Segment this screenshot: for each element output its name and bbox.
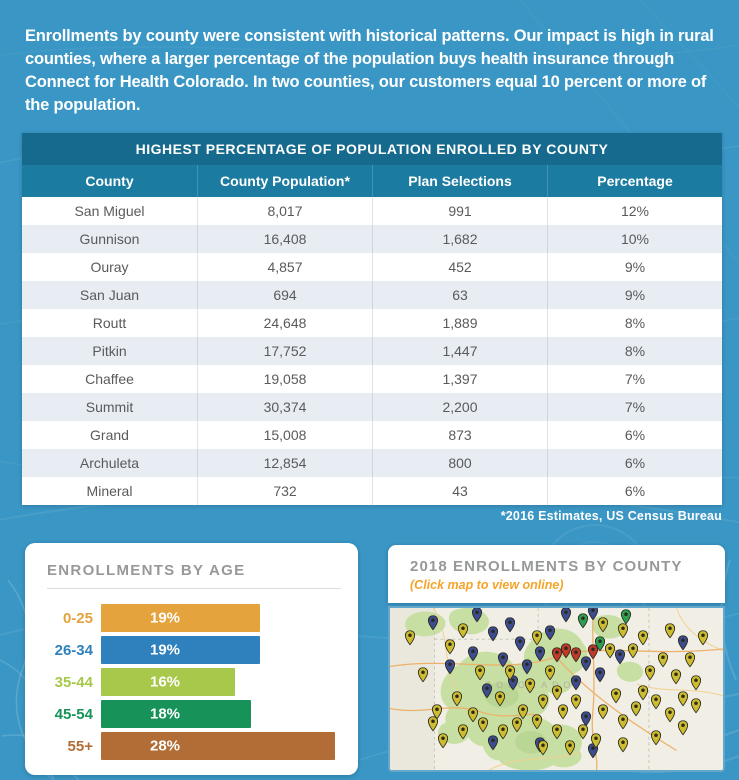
bar-row bbox=[45, 636, 358, 664]
bar-value-label: 19% bbox=[149, 641, 181, 659]
map-pin[interactable] bbox=[591, 734, 602, 749]
table-cell: 15,008 bbox=[197, 421, 372, 449]
map-pin[interactable] bbox=[631, 701, 642, 716]
table-cell: 1,889 bbox=[372, 309, 547, 337]
bar-row bbox=[45, 604, 358, 632]
map-pin[interactable] bbox=[684, 653, 695, 668]
table-cell: 63 bbox=[372, 281, 547, 309]
map-pin[interactable] bbox=[571, 675, 582, 690]
table-title: HIGHEST PERCENTAGE OF POPULATION ENROLLED BY COUNTY bbox=[22, 133, 722, 165]
map-pin[interactable] bbox=[544, 625, 555, 640]
map-pin[interactable] bbox=[651, 730, 662, 745]
map-pin[interactable] bbox=[511, 717, 522, 732]
table-cell: 19,058 bbox=[197, 365, 372, 393]
map-pin[interactable] bbox=[551, 685, 562, 700]
table-cell: 1,447 bbox=[372, 337, 547, 365]
map-pin[interactable] bbox=[678, 635, 689, 650]
map-pin[interactable] bbox=[644, 665, 655, 680]
bar-category-label: 45-54 bbox=[54, 705, 93, 723]
table-cell: 1,682 bbox=[372, 225, 547, 253]
table-cell: 43 bbox=[372, 477, 547, 505]
map-pin[interactable] bbox=[611, 688, 622, 703]
map-pin[interactable] bbox=[458, 724, 469, 739]
bar bbox=[101, 668, 235, 696]
table-cell: 4,857 bbox=[197, 253, 372, 281]
map-pin[interactable] bbox=[538, 740, 549, 755]
county-map-subtitle: (Click map to view online) bbox=[410, 578, 564, 592]
map-pin[interactable] bbox=[638, 685, 649, 700]
table-cell: San Juan bbox=[79, 287, 140, 303]
column-header-population: County Population* bbox=[197, 165, 372, 197]
bar bbox=[101, 604, 260, 632]
table-row bbox=[22, 197, 722, 225]
map-pin[interactable] bbox=[664, 708, 675, 723]
table-cell: Mineral bbox=[86, 483, 133, 499]
map-pin[interactable] bbox=[551, 724, 562, 739]
map-pin[interactable] bbox=[628, 643, 639, 658]
table-cell: 10% bbox=[547, 225, 722, 253]
map-pin[interactable] bbox=[558, 704, 569, 719]
table-cell: 9% bbox=[547, 253, 722, 281]
map-pin[interactable] bbox=[658, 653, 669, 668]
map-pin[interactable] bbox=[544, 665, 555, 680]
county-table bbox=[22, 133, 722, 505]
map-pin[interactable] bbox=[458, 623, 469, 638]
column-header-plan-selections: Plan Selections bbox=[372, 165, 547, 197]
table-cell: 24,648 bbox=[197, 309, 372, 337]
map-pin[interactable] bbox=[598, 617, 609, 632]
table-body bbox=[22, 197, 722, 505]
bar-category-label: 26-34 bbox=[54, 641, 93, 659]
table-cell: Grand bbox=[90, 427, 129, 443]
map-pin[interactable] bbox=[571, 695, 582, 710]
table-cell: Gunnison bbox=[79, 231, 140, 247]
county-map-header bbox=[388, 545, 725, 603]
bar-category-label: 0-25 bbox=[62, 609, 93, 627]
map-pin[interactable] bbox=[444, 659, 455, 674]
map-pin[interactable] bbox=[498, 724, 509, 739]
age-bar-chart bbox=[25, 604, 358, 760]
bar-category-label: 55+ bbox=[67, 737, 93, 755]
column-header-percentage: Percentage bbox=[547, 165, 722, 197]
map-pin[interactable] bbox=[618, 737, 629, 752]
county-map-title: 2018 ENROLLMENTS BY COUNTY bbox=[410, 558, 683, 575]
table-cell: 16,408 bbox=[197, 225, 372, 253]
table-cell: 873 bbox=[372, 421, 547, 449]
map-pin[interactable] bbox=[578, 724, 589, 739]
map-pin[interactable] bbox=[488, 627, 499, 642]
table-row bbox=[22, 253, 722, 281]
map-pin[interactable] bbox=[404, 630, 415, 645]
table-row bbox=[22, 337, 722, 365]
map-pin[interactable] bbox=[618, 714, 629, 729]
table-cell: Chaffee bbox=[85, 371, 134, 387]
map-pin[interactable] bbox=[428, 716, 439, 731]
table-cell: 12,854 bbox=[197, 449, 372, 477]
map-pin[interactable] bbox=[531, 714, 542, 729]
table-cell: 7% bbox=[547, 365, 722, 393]
map-pin[interactable] bbox=[698, 630, 709, 645]
table-cell: 1,397 bbox=[372, 365, 547, 393]
table-cell: Ouray bbox=[90, 259, 129, 275]
map-pin[interactable] bbox=[618, 623, 629, 638]
map-pin[interactable] bbox=[638, 630, 649, 645]
map-pin[interactable] bbox=[664, 623, 675, 638]
bar-value-label: 16% bbox=[149, 673, 181, 691]
map-pin[interactable] bbox=[504, 665, 515, 680]
bar-value-label: 18% bbox=[149, 705, 181, 723]
map-pin[interactable] bbox=[594, 667, 605, 682]
map-pin[interactable] bbox=[678, 721, 689, 736]
table-cell: 2,200 bbox=[372, 393, 547, 421]
table-cell: 8% bbox=[547, 337, 722, 365]
table-cell: 17,752 bbox=[197, 337, 372, 365]
map-pin[interactable] bbox=[438, 734, 449, 749]
table-cell: Routt bbox=[92, 315, 127, 331]
map-pin[interactable] bbox=[504, 617, 515, 632]
table-cell: 30,374 bbox=[197, 393, 372, 421]
age-chart-title: ENROLLMENTS BY AGE bbox=[47, 562, 246, 579]
table-cell: 8,017 bbox=[197, 197, 372, 225]
map-pin[interactable] bbox=[471, 607, 482, 622]
map-pin[interactable] bbox=[451, 691, 462, 706]
map-pin[interactable] bbox=[678, 691, 689, 706]
table-cell: 6% bbox=[547, 477, 722, 505]
table-cell: 6% bbox=[547, 449, 722, 477]
map-pin[interactable] bbox=[534, 646, 545, 661]
map-pin[interactable] bbox=[494, 691, 505, 706]
table-row bbox=[22, 421, 722, 449]
table-row bbox=[22, 365, 722, 393]
table-cell: 694 bbox=[197, 281, 372, 309]
column-header-county: County bbox=[85, 173, 134, 189]
map-pin[interactable] bbox=[444, 640, 455, 655]
bar-value-label: 19% bbox=[149, 609, 181, 627]
map-pin[interactable] bbox=[521, 659, 532, 674]
table-cell: 9% bbox=[547, 281, 722, 309]
age-chart-card bbox=[25, 543, 358, 775]
bar bbox=[101, 700, 251, 728]
map-pin[interactable] bbox=[524, 678, 535, 693]
map-pin[interactable] bbox=[691, 698, 702, 713]
table-row bbox=[22, 393, 722, 421]
table-row bbox=[22, 477, 722, 505]
map-pin[interactable] bbox=[474, 665, 485, 680]
map-pin[interactable] bbox=[671, 669, 682, 684]
map-pins-layer bbox=[390, 608, 723, 770]
map-pin[interactable] bbox=[428, 615, 439, 630]
map-pin[interactable] bbox=[468, 646, 479, 661]
map-pin[interactable] bbox=[531, 630, 542, 645]
map-pin[interactable] bbox=[478, 717, 489, 732]
table-cell: 452 bbox=[372, 253, 547, 281]
bar-value-label: 28% bbox=[149, 737, 181, 755]
table-cell: Pitkin bbox=[92, 343, 127, 359]
table-cell: Summit bbox=[85, 399, 134, 415]
map-pin[interactable] bbox=[564, 740, 575, 755]
map-pin[interactable] bbox=[538, 695, 549, 710]
table-row bbox=[22, 281, 722, 309]
map-pin[interactable] bbox=[598, 704, 609, 719]
map-pin[interactable] bbox=[614, 649, 625, 664]
map-pin[interactable] bbox=[651, 695, 662, 710]
colorado-map[interactable] bbox=[388, 606, 725, 772]
table-cell: 732 bbox=[197, 477, 372, 505]
map-pin[interactable] bbox=[621, 609, 632, 624]
table-footnote: *2016 Estimates, US Census Bureau bbox=[500, 509, 722, 523]
table-cell: Archuleta bbox=[79, 455, 140, 471]
map-pin[interactable] bbox=[418, 667, 429, 682]
table-cell: 12% bbox=[547, 197, 722, 225]
map-pin[interactable] bbox=[561, 607, 572, 622]
table-row bbox=[22, 449, 722, 477]
bar-category-label: 35-44 bbox=[54, 673, 93, 691]
intro-paragraph: Enrollments by county were consistent with historical patterns. Our impact is high in rural counties, where a larger percentage of the population buys health insurance through Connect for Health Colorado. In two counties, our customers equal 10 percent or more of the population. bbox=[25, 26, 714, 114]
table-row bbox=[22, 225, 722, 253]
table-row bbox=[22, 309, 722, 337]
map-pin[interactable] bbox=[514, 636, 525, 651]
table-cell: 800 bbox=[372, 449, 547, 477]
bar-row bbox=[45, 700, 358, 728]
title-divider bbox=[47, 588, 341, 589]
table-cell: San Miguel bbox=[74, 203, 145, 219]
bar bbox=[101, 732, 335, 760]
table-cell: 7% bbox=[547, 393, 722, 421]
map-pin[interactable] bbox=[581, 656, 592, 671]
map-pin[interactable] bbox=[691, 675, 702, 690]
bar bbox=[101, 636, 260, 664]
table-cell: 8% bbox=[547, 309, 722, 337]
map-pin[interactable] bbox=[481, 683, 492, 698]
table-cell: 991 bbox=[372, 197, 547, 225]
table-cell: 6% bbox=[547, 421, 722, 449]
table-header-row bbox=[22, 165, 722, 197]
map-pin[interactable] bbox=[604, 643, 615, 658]
county-map-card bbox=[388, 545, 725, 772]
bar-row bbox=[45, 732, 358, 760]
bar-row bbox=[45, 668, 358, 696]
